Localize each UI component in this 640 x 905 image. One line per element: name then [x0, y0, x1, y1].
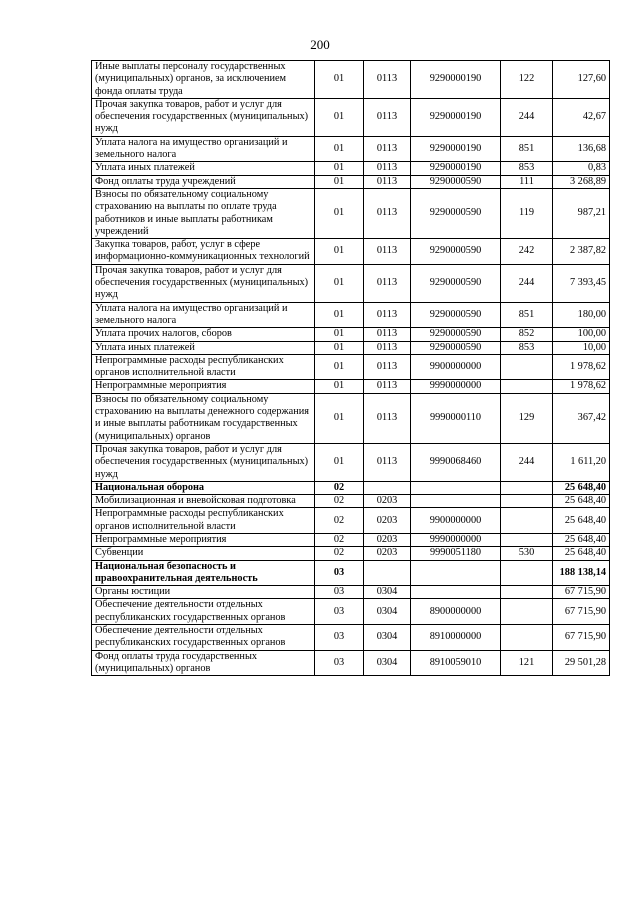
row-subsection-cell: 0113	[364, 354, 411, 380]
row-name-cell: Взносы по обязательному социальному страхованию на выплаты по оплате труда работников и иные выплаты работникам учреждений	[92, 188, 315, 238]
row-name-cell: Уплата налога на имущество организаций и земельного налога	[92, 302, 315, 328]
row-target-article-cell	[411, 495, 501, 508]
row-name-cell: Непрограммные расходы республиканских органов исполнительной власти	[92, 508, 315, 534]
table-row	[92, 98, 610, 136]
row-subsection-cell: 0113	[364, 341, 411, 354]
row-expense-type-cell: 851	[501, 136, 553, 162]
row-expense-type-cell: 851	[501, 302, 553, 328]
row-subsection-cell: 0203	[364, 495, 411, 508]
row-amount-cell: 188 138,14	[553, 560, 610, 586]
row-expense-type-cell: 244	[501, 98, 553, 136]
row-name-cell: Непрограммные мероприятия	[92, 380, 315, 393]
row-section-cell: 02	[315, 533, 364, 546]
row-amount-cell: 180,00	[553, 302, 610, 328]
row-target-article-cell: 9990000000	[411, 533, 501, 546]
row-target-article-cell	[411, 560, 501, 586]
row-section-cell: 02	[315, 495, 364, 508]
table-row	[92, 650, 610, 676]
row-section-cell: 01	[315, 393, 364, 443]
row-subsection-cell: 0203	[364, 508, 411, 534]
row-subsection-cell	[364, 481, 411, 494]
row-amount-cell: 127,60	[553, 61, 610, 99]
row-subsection-cell: 0113	[364, 264, 411, 302]
row-name-cell: Взносы по обязательному социальному страхованию на выплаты денежного содержания и иные выплаты работникам государственных (муниципальных) органов	[92, 393, 315, 443]
row-section-cell: 03	[315, 625, 364, 651]
row-target-article-cell: 9990000000	[411, 380, 501, 393]
row-expense-type-cell: 852	[501, 328, 553, 341]
row-expense-type-cell: 530	[501, 547, 553, 560]
row-target-article-cell: 9290000190	[411, 136, 501, 162]
row-section-cell: 01	[315, 341, 364, 354]
table-row	[92, 586, 610, 599]
row-target-article-cell	[411, 586, 501, 599]
row-name-cell: Фонд оплаты труда учреждений	[92, 175, 315, 188]
row-target-article-cell: 9290000590	[411, 264, 501, 302]
row-target-article-cell: 8900000000	[411, 599, 501, 625]
row-target-article-cell: 9290000590	[411, 302, 501, 328]
row-expense-type-cell	[501, 495, 553, 508]
table-row	[92, 533, 610, 546]
row-name-cell: Уплата налога на имущество организаций и земельного налога	[92, 136, 315, 162]
table-row	[92, 61, 610, 99]
row-amount-cell: 367,42	[553, 393, 610, 443]
row-section-cell: 01	[315, 136, 364, 162]
row-section-cell: 01	[315, 380, 364, 393]
row-name-cell: Непрограммные мероприятия	[92, 533, 315, 546]
row-subsection-cell: 0113	[364, 380, 411, 393]
row-target-article-cell: 9290000590	[411, 239, 501, 265]
row-subsection-cell: 0304	[364, 586, 411, 599]
row-expense-type-cell: 853	[501, 162, 553, 175]
table-row	[92, 239, 610, 265]
row-section-cell: 01	[315, 264, 364, 302]
row-target-article-cell: 9290000190	[411, 162, 501, 175]
row-section-cell: 03	[315, 599, 364, 625]
row-expense-type-cell: 244	[501, 264, 553, 302]
row-amount-cell: 25 648,40	[553, 547, 610, 560]
budget-table-body	[92, 61, 610, 676]
row-target-article-cell: 9290000590	[411, 175, 501, 188]
row-target-article-cell: 9290000190	[411, 98, 501, 136]
row-amount-cell: 67 715,90	[553, 586, 610, 599]
row-subsection-cell: 0113	[364, 328, 411, 341]
row-section-cell: 01	[315, 98, 364, 136]
row-name-cell: Иные выплаты персоналу государственных (муниципальных) органов, за исключением фонда оплаты труда	[92, 61, 315, 99]
page-number: 200	[310, 37, 330, 52]
table-row	[92, 328, 610, 341]
table-row	[92, 481, 610, 494]
row-subsection-cell: 0113	[364, 393, 411, 443]
row-name-cell: Национальная оборона	[92, 481, 315, 494]
row-name-cell: Прочая закупка товаров, работ и услуг для обеспечения государственных (муниципальных) нужд	[92, 98, 315, 136]
row-section-cell: 01	[315, 302, 364, 328]
row-expense-type-cell: 853	[501, 341, 553, 354]
row-name-cell: Уплата иных платежей	[92, 341, 315, 354]
row-amount-cell: 1 611,20	[553, 443, 610, 481]
row-name-cell: Мобилизационная и вневойсковая подготовка	[92, 495, 315, 508]
row-name-cell: Субвенции	[92, 547, 315, 560]
row-name-cell: Прочая закупка товаров, работ и услуг для обеспечения государственных (муниципальных) нужд	[92, 443, 315, 481]
table-row	[92, 341, 610, 354]
row-amount-cell: 25 648,40	[553, 481, 610, 494]
row-expense-type-cell: 129	[501, 393, 553, 443]
row-section-cell: 01	[315, 443, 364, 481]
row-subsection-cell: 0113	[364, 136, 411, 162]
row-section-cell: 01	[315, 61, 364, 99]
row-amount-cell: 67 715,90	[553, 625, 610, 651]
row-amount-cell: 25 648,40	[553, 508, 610, 534]
row-amount-cell: 25 648,40	[553, 533, 610, 546]
table-row	[92, 162, 610, 175]
row-expense-type-cell	[501, 354, 553, 380]
table-row	[92, 175, 610, 188]
row-target-article-cell	[411, 481, 501, 494]
row-section-cell: 02	[315, 508, 364, 534]
row-target-article-cell: 9990068460	[411, 443, 501, 481]
row-expense-type-cell: 122	[501, 61, 553, 99]
table-row	[92, 547, 610, 560]
row-expense-type-cell	[501, 586, 553, 599]
table-row	[92, 136, 610, 162]
table-row	[92, 508, 610, 534]
row-amount-cell: 987,21	[553, 188, 610, 238]
row-name-cell: Органы юстиции	[92, 586, 315, 599]
row-target-article-cell: 9900000000	[411, 354, 501, 380]
row-subsection-cell: 0304	[364, 650, 411, 676]
row-section-cell: 03	[315, 560, 364, 586]
row-subsection-cell: 0203	[364, 547, 411, 560]
table-row	[92, 188, 610, 238]
budget-table	[91, 60, 610, 676]
row-expense-type-cell: 242	[501, 239, 553, 265]
row-subsection-cell: 0113	[364, 188, 411, 238]
row-subsection-cell: 0113	[364, 175, 411, 188]
row-subsection-cell: 0113	[364, 443, 411, 481]
row-section-cell: 01	[315, 354, 364, 380]
table-row	[92, 560, 610, 586]
row-name-cell: Непрограммные расходы республиканских органов исполнительной власти	[92, 354, 315, 380]
row-amount-cell: 1 978,62	[553, 380, 610, 393]
row-subsection-cell: 0113	[364, 302, 411, 328]
row-section-cell: 03	[315, 586, 364, 599]
row-subsection-cell: 0203	[364, 533, 411, 546]
row-subsection-cell: 0113	[364, 239, 411, 265]
row-expense-type-cell: 119	[501, 188, 553, 238]
row-expense-type-cell	[501, 599, 553, 625]
row-name-cell: Фонд оплаты труда государственных (муниципальных) органов	[92, 650, 315, 676]
row-section-cell: 01	[315, 188, 364, 238]
row-name-cell: Национальная безопасность и правоохранительная деятельность	[92, 560, 315, 586]
row-name-cell: Обеспечение деятельности отдельных республиканских государственных органов	[92, 625, 315, 651]
row-expense-type-cell	[501, 508, 553, 534]
row-target-article-cell: 8910059010	[411, 650, 501, 676]
row-subsection-cell: 0113	[364, 162, 411, 175]
row-section-cell: 02	[315, 547, 364, 560]
row-expense-type-cell: 244	[501, 443, 553, 481]
row-target-article-cell: 9290000590	[411, 341, 501, 354]
row-amount-cell: 7 393,45	[553, 264, 610, 302]
row-target-article-cell: 9290000590	[411, 328, 501, 341]
row-amount-cell: 100,00	[553, 328, 610, 341]
table-row	[92, 264, 610, 302]
row-amount-cell: 42,67	[553, 98, 610, 136]
row-name-cell: Уплата прочих налогов, сборов	[92, 328, 315, 341]
row-target-article-cell: 8910000000	[411, 625, 501, 651]
table-row	[92, 495, 610, 508]
row-target-article-cell: 9290000190	[411, 61, 501, 99]
row-name-cell: Закупка товаров, работ, услуг в сфере информационно-коммуникационных технологий	[92, 239, 315, 265]
row-section-cell: 03	[315, 650, 364, 676]
row-amount-cell: 25 648,40	[553, 495, 610, 508]
row-amount-cell: 1 978,62	[553, 354, 610, 380]
table-row	[92, 393, 610, 443]
row-amount-cell: 10,00	[553, 341, 610, 354]
row-subsection-cell	[364, 560, 411, 586]
row-expense-type-cell	[501, 625, 553, 651]
table-row	[92, 443, 610, 481]
table-row	[92, 380, 610, 393]
row-target-article-cell: 9900000000	[411, 508, 501, 534]
row-amount-cell: 67 715,90	[553, 599, 610, 625]
row-subsection-cell: 0304	[364, 599, 411, 625]
row-amount-cell: 29 501,28	[553, 650, 610, 676]
row-subsection-cell: 0113	[364, 61, 411, 99]
row-section-cell: 02	[315, 481, 364, 494]
row-section-cell: 01	[315, 328, 364, 341]
table-row	[92, 599, 610, 625]
row-amount-cell: 3 268,89	[553, 175, 610, 188]
row-subsection-cell: 0113	[364, 98, 411, 136]
row-name-cell: Прочая закупка товаров, работ и услуг для обеспечения государственных (муниципальных) нужд	[92, 264, 315, 302]
table-row	[92, 302, 610, 328]
row-expense-type-cell: 121	[501, 650, 553, 676]
row-name-cell: Обеспечение деятельности отдельных республиканских государственных органов	[92, 599, 315, 625]
row-amount-cell: 2 387,82	[553, 239, 610, 265]
row-amount-cell: 0,83	[553, 162, 610, 175]
row-expense-type-cell	[501, 533, 553, 546]
row-subsection-cell: 0304	[364, 625, 411, 651]
row-expense-type-cell	[501, 481, 553, 494]
row-section-cell: 01	[315, 239, 364, 265]
table-row	[92, 354, 610, 380]
row-expense-type-cell	[501, 380, 553, 393]
row-section-cell: 01	[315, 162, 364, 175]
row-name-cell: Уплата иных платежей	[92, 162, 315, 175]
row-target-article-cell: 9290000590	[411, 188, 501, 238]
row-amount-cell: 136,68	[553, 136, 610, 162]
row-expense-type-cell: 111	[501, 175, 553, 188]
row-section-cell: 01	[315, 175, 364, 188]
row-target-article-cell: 9990000110	[411, 393, 501, 443]
row-expense-type-cell	[501, 560, 553, 586]
row-target-article-cell: 9990051180	[411, 547, 501, 560]
table-row	[92, 625, 610, 651]
